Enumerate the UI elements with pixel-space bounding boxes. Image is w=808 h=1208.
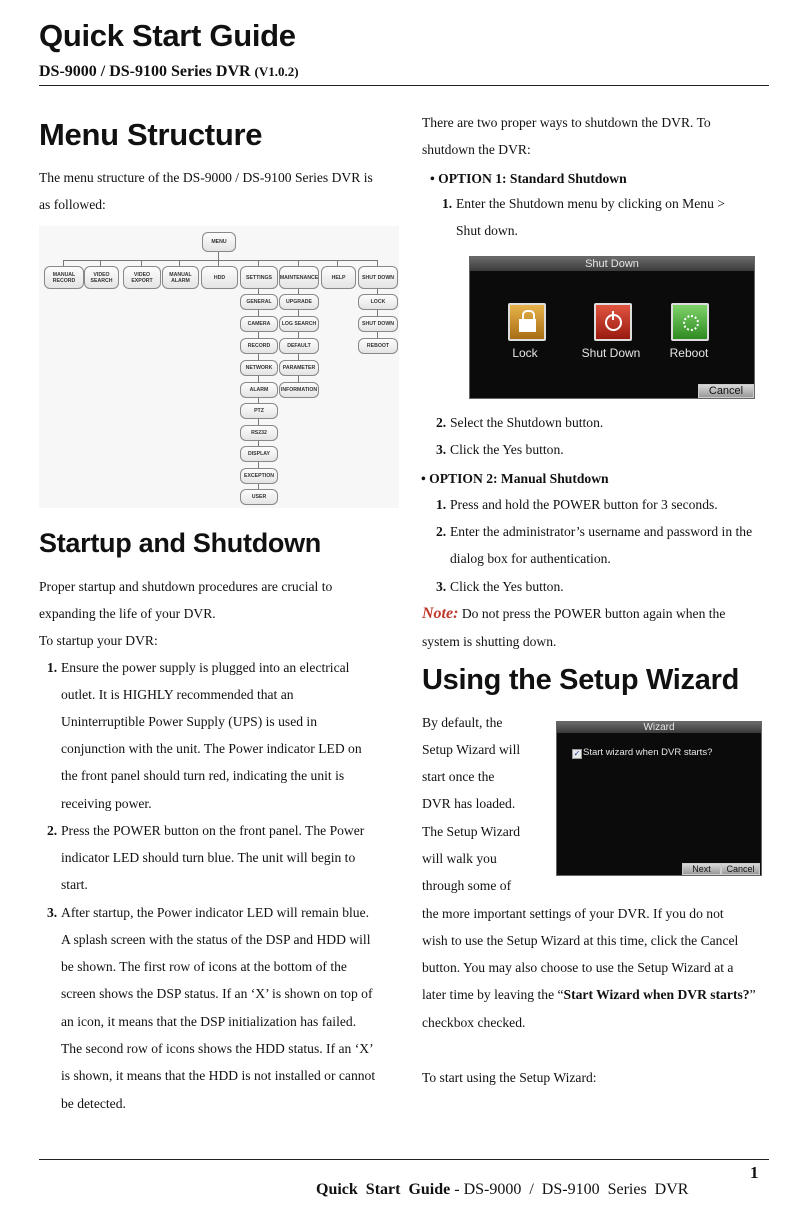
menu-node-network: NETWORK	[240, 360, 278, 376]
model-subtitle	[39, 63, 299, 81]
menu-node-manual-alarm: MANUAL ALARM	[162, 266, 199, 289]
menu-node-exception: EXCEPTION	[240, 468, 278, 484]
opt2-step1: Press and hold the POWER button for 3 seconds.	[450, 497, 718, 512]
footer-rule	[39, 1159, 769, 1160]
option1-label: OPTION 1: Standard Shutdown	[438, 171, 627, 186]
opt1-step1-b: Shut down.	[456, 223, 518, 238]
wizard-left-line: By default, the	[422, 715, 503, 730]
power-icon[interactable]	[594, 303, 632, 341]
menu-node-hdd: HDD	[201, 266, 238, 289]
startup-heading: Startup and Shutdown	[39, 528, 321, 558]
step3-line: be shown. The first row of icons at the bottom of the	[61, 959, 347, 974]
opt2-step2-a: Enter the administrator’s username and password in the	[450, 524, 753, 539]
wizard-left-line: Setup Wizard will	[422, 742, 521, 757]
footer-model: DS-9000 / DS-9100 Series DVR	[463, 1181, 689, 1198]
menu-node-parameter: PARAMETER	[279, 360, 319, 376]
wizard-line-1: the more important settings of your DVR. If you do not	[422, 906, 724, 921]
header-rule	[39, 85, 769, 86]
step2-line: indicator LED should turn blue. The unit will begin to	[61, 850, 356, 865]
menu-node-user: USER	[240, 489, 278, 505]
option2-heading	[421, 465, 609, 492]
wizard-checkbox-label[interactable]: Start wizard when DVR starts?	[583, 747, 713, 758]
model-name: DS-9000 / DS-9100 Series DVR	[39, 63, 251, 80]
menu-node-shut-down: SHUT DOWN	[358, 266, 398, 289]
step-number: 3.	[47, 905, 58, 920]
step1-line: Ensure the power supply is plugged into an electrical	[61, 660, 350, 675]
wizard-heading: Using the Setup Wizard	[422, 664, 739, 696]
checkbox-checked-icon[interactable]: ✓	[573, 749, 581, 758]
reboot-icon[interactable]	[671, 303, 709, 341]
wizard-line-6: To start using the Setup Wizard:	[422, 1070, 597, 1085]
cancel-button[interactable]: Cancel	[698, 384, 754, 398]
step-number: 1.	[442, 196, 453, 211]
note-text-a: Do not press the POWER button again when the	[461, 606, 726, 621]
step2-line: Press the POWER button on the front panel. The Power	[61, 823, 365, 838]
wizard-left-line: DVR has loaded.	[422, 796, 516, 811]
menu-node-reboot: REBOOT	[358, 338, 398, 354]
option2-label: OPTION 2: Manual Shutdown	[429, 471, 609, 486]
step3-line: screen shows the DSP status. If an ‘X’ is shown on top of	[61, 986, 373, 1001]
opt1-step3: Click the Yes button.	[450, 442, 564, 457]
wizard-left-line: The Setup Wizard	[422, 824, 521, 839]
page-title: Quick Start Guide	[39, 18, 296, 53]
menu-node-log-search: LOG SEARCH	[279, 316, 319, 332]
menu-node-rs232: RS232	[240, 425, 278, 441]
step1-line: conjunction with the unit. The Power indicator LED on	[61, 741, 362, 756]
wizard-left-line: will walk you	[422, 851, 497, 866]
footer-sep: -	[450, 1181, 464, 1198]
shutdown-intro-2: shutdown the DVR:	[422, 142, 531, 157]
wizard-left-line: start once the	[422, 769, 495, 784]
step3-line: The second row of icons shows the HDD status. If an ‘X’	[61, 1041, 374, 1056]
step3-line: is shown, it means that the HDD is not installed or cannot	[61, 1068, 376, 1083]
version: (V1.0.2)	[254, 64, 299, 79]
note-label: Note:	[422, 605, 459, 622]
startup-line-2: expanding the life of your DVR.	[39, 606, 216, 621]
menu-node-ptz: PTZ	[240, 403, 278, 419]
menu-node-help: HELP	[321, 266, 356, 289]
shutdown-dialog	[469, 256, 755, 399]
opt2-step3: Click the Yes button.	[450, 579, 564, 594]
step-number: 1.	[47, 660, 58, 675]
menu-intro-1: The menu structure of the DS-9000 / DS-9100 Series DVR is	[39, 170, 373, 185]
wizard-line-4	[422, 981, 756, 1008]
step1-line: outlet. It is HIGHLY recommended that an	[61, 687, 294, 702]
step1-line: the front panel should turn red, indicating the unit is	[61, 768, 345, 783]
wizard-line-4-bold: Start Wizard when DVR starts?	[563, 987, 750, 1002]
opt1-step1-a: Enter the Shutdown menu by clicking on Menu >	[456, 196, 725, 211]
step2-line: start.	[61, 877, 88, 892]
lock-label[interactable]: Lock	[512, 346, 538, 360]
shutdown-intro-1: There are two proper ways to shutdown the DVR. To	[422, 115, 711, 130]
menu-intro-2: as followed:	[39, 197, 106, 212]
menu-node-general: GENERAL	[240, 294, 278, 310]
wizard-line-4-pre: later time by leaving the “	[422, 987, 564, 1002]
step1-line: receiving power.	[61, 796, 152, 811]
step3-line: an icon, it means that the DSP initialization has failed.	[61, 1014, 357, 1029]
shutdown-dialog-title: Shut Down	[470, 257, 754, 271]
bullet-icon: •	[430, 171, 439, 186]
menu-structure-diagram	[39, 226, 399, 508]
menu-node-video-search: VIDEO SEARCH	[84, 266, 119, 289]
menu-node-shutdown-sub: SHUT DOWN	[358, 316, 398, 332]
next-button[interactable]: Next	[682, 863, 721, 875]
wizard-left-line: through some of	[422, 878, 512, 893]
note-line-2: system is shutting down.	[422, 634, 557, 649]
menu-node-camera: CAMERA	[240, 316, 278, 332]
note-line-1	[422, 600, 725, 627]
wizard-dialog-title: Wizard	[557, 722, 761, 733]
menu-node-maintenance: MAINTENANCE	[279, 266, 319, 289]
option1-heading	[430, 165, 627, 192]
startup-line-3: To startup your DVR:	[39, 633, 158, 648]
menu-node-alarm: ALARM	[240, 382, 278, 398]
step-number: 3.	[436, 442, 447, 457]
menu-node-default: DEFAULT	[279, 338, 319, 354]
step-number: 3.	[436, 579, 447, 594]
menu-node-record: RECORD	[240, 338, 278, 354]
menu-node-video-export: VIDEO EXPORT	[123, 266, 161, 289]
menu-node-settings: SETTINGS	[240, 266, 278, 289]
page-number: 1	[750, 1163, 759, 1182]
step3-line: After startup, the Power indicator LED will remain blue.	[61, 905, 370, 920]
menu-node-manual-record: MANUAL RECORD	[44, 266, 84, 289]
menu-node-root: MENU	[202, 232, 236, 252]
step3-line: be detected.	[61, 1096, 126, 1111]
wizard-line-3: button. You may also choose to use the Setup Wizard at a	[422, 960, 734, 975]
wizard-cancel-button[interactable]: Cancel	[721, 863, 760, 875]
menu-node-information: INFORMATION	[279, 382, 319, 398]
menu-node-lock: LOCK	[358, 294, 398, 310]
reboot-label[interactable]: Reboot	[669, 346, 709, 360]
step-number: 2.	[47, 823, 58, 838]
shutdown-option-label[interactable]: Shut Down	[581, 346, 641, 360]
wizard-dialog	[556, 721, 762, 876]
wizard-line-2: wish to use the Setup Wizard at this time, click the Cancel	[422, 933, 739, 948]
startup-line-1: Proper startup and shutdown procedures are crucial to	[39, 579, 333, 594]
step3-line: A splash screen with the status of the DSP and HDD will	[61, 932, 371, 947]
step-number: 2.	[436, 415, 447, 430]
menu-structure-heading: Menu Structure	[39, 117, 263, 152]
footer-title: Quick Start Guide	[316, 1181, 451, 1198]
wizard-line-5: checkbox checked.	[422, 1015, 526, 1030]
menu-node-upgrade: UPGRADE	[279, 294, 319, 310]
step-number: 2.	[436, 524, 447, 539]
step-number: 1.	[436, 497, 447, 512]
footer	[308, 1163, 688, 1199]
step1-line: Uninterruptible Power Supply (UPS) is used in	[61, 714, 318, 729]
wizard-line-4-post: ”	[749, 987, 756, 1002]
lock-icon[interactable]	[508, 303, 546, 341]
menu-node-display: DISPLAY	[240, 446, 278, 462]
bullet-icon: •	[421, 471, 430, 486]
opt1-step2: Select the Shutdown button.	[450, 415, 604, 430]
opt2-step2-b: dialog box for authentication.	[450, 551, 611, 566]
